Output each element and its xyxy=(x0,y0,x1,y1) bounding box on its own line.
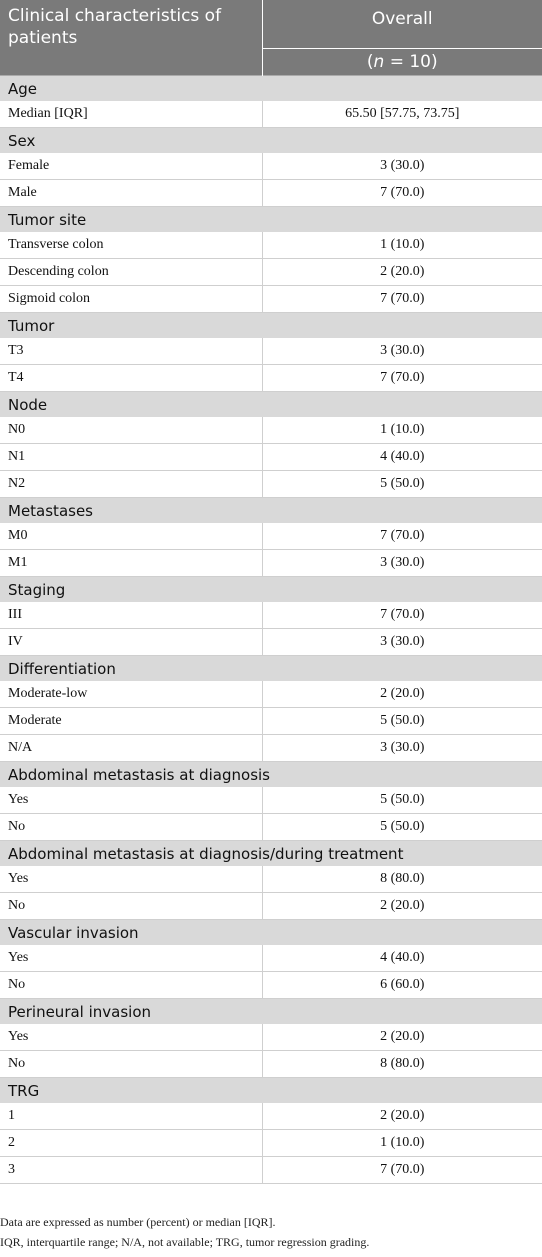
section-header-row xyxy=(0,762,542,788)
table-row xyxy=(0,629,542,656)
row-label: No xyxy=(0,893,262,920)
section-title: Node xyxy=(0,392,542,418)
header-n-value: = 10) xyxy=(384,52,438,72)
table-row xyxy=(0,708,542,735)
row-value: 7 (70.0) xyxy=(262,180,542,207)
table-row xyxy=(0,972,542,999)
row-value: 2 (20.0) xyxy=(262,893,542,920)
row-value: 2 (20.0) xyxy=(262,681,542,708)
row-label: N/A xyxy=(0,735,262,762)
row-value: 3 (30.0) xyxy=(262,735,542,762)
row-value: 5 (50.0) xyxy=(262,471,542,498)
row-value: 8 (80.0) xyxy=(262,866,542,893)
row-label: III xyxy=(0,602,262,629)
table-row xyxy=(0,471,542,498)
row-label: Yes xyxy=(0,945,262,972)
section-header-row xyxy=(0,656,542,682)
row-value: 3 (30.0) xyxy=(262,550,542,577)
table-row xyxy=(0,259,542,286)
row-label: Male xyxy=(0,180,262,207)
row-label: Moderate-low xyxy=(0,681,262,708)
section-header-row xyxy=(0,207,542,233)
row-label: No xyxy=(0,1051,262,1078)
row-value: 2 (20.0) xyxy=(262,259,542,286)
section-title: Differentiation xyxy=(0,656,542,682)
section-title: Abdominal metastasis at diagnosis/during treatment xyxy=(0,841,542,867)
row-value: 4 (40.0) xyxy=(262,945,542,972)
table-row xyxy=(0,681,542,708)
row-label: Descending colon xyxy=(0,259,262,286)
row-value: 1 (10.0) xyxy=(262,417,542,444)
row-label: Sigmoid colon xyxy=(0,286,262,313)
table-row xyxy=(0,1024,542,1051)
section-title: Staging xyxy=(0,577,542,603)
table-row xyxy=(0,1157,542,1184)
table-header xyxy=(0,0,542,76)
row-value: 7 (70.0) xyxy=(262,1157,542,1184)
row-value: 3 (30.0) xyxy=(262,338,542,365)
section-header-row xyxy=(0,76,542,102)
row-label: T4 xyxy=(0,365,262,392)
row-label: Yes xyxy=(0,1024,262,1051)
row-label: Yes xyxy=(0,866,262,893)
row-label: IV xyxy=(0,629,262,656)
section-header-row xyxy=(0,128,542,154)
header-characteristics: Clinical characteristics of patients xyxy=(0,0,262,76)
row-label: No xyxy=(0,814,262,841)
table-row xyxy=(0,417,542,444)
row-value: 5 (50.0) xyxy=(262,708,542,735)
row-label: M0 xyxy=(0,523,262,550)
row-value: 8 (80.0) xyxy=(262,1051,542,1078)
row-value: 4 (40.0) xyxy=(262,444,542,471)
row-value: 1 (10.0) xyxy=(262,1130,542,1157)
header-overall: Overall xyxy=(262,0,542,49)
row-label: M1 xyxy=(0,550,262,577)
row-value: 1 (10.0) xyxy=(262,232,542,259)
table-row xyxy=(0,550,542,577)
row-value: 7 (70.0) xyxy=(262,523,542,550)
table-row xyxy=(0,523,542,550)
table-row xyxy=(0,735,542,762)
table-row xyxy=(0,232,542,259)
row-label: 3 xyxy=(0,1157,262,1184)
section-title: Vascular invasion xyxy=(0,920,542,946)
row-value: 7 (70.0) xyxy=(262,365,542,392)
table-row xyxy=(0,893,542,920)
row-label: 2 xyxy=(0,1130,262,1157)
table-row xyxy=(0,101,542,128)
table-row xyxy=(0,945,542,972)
section-title: Sex xyxy=(0,128,542,154)
section-header-row xyxy=(0,999,542,1025)
row-label: N0 xyxy=(0,417,262,444)
table-row xyxy=(0,338,542,365)
row-value: 7 (70.0) xyxy=(262,602,542,629)
row-label: 1 xyxy=(0,1103,262,1130)
table-row xyxy=(0,1130,542,1157)
table-row xyxy=(0,787,542,814)
table-row xyxy=(0,180,542,207)
section-title: Abdominal metastasis at diagnosis xyxy=(0,762,542,788)
table-row xyxy=(0,866,542,893)
section-header-row xyxy=(0,1078,542,1104)
footnote-abbreviations: IQR, interquartile range; N/A, not available; TRG, tumor regression grading. xyxy=(0,1235,370,1249)
table-body xyxy=(0,76,542,1184)
row-value: 5 (50.0) xyxy=(262,814,542,841)
table-row xyxy=(0,444,542,471)
row-value: 6 (60.0) xyxy=(262,972,542,999)
section-header-row xyxy=(0,577,542,603)
section-header-row xyxy=(0,313,542,339)
section-header-row xyxy=(0,392,542,418)
table-row xyxy=(0,365,542,392)
row-label: Yes xyxy=(0,787,262,814)
row-value: 5 (50.0) xyxy=(262,787,542,814)
table-row xyxy=(0,153,542,180)
section-title: Metastases xyxy=(0,498,542,524)
row-value: 65.50 [57.75, 73.75] xyxy=(262,101,542,128)
section-header-row xyxy=(0,920,542,946)
section-title: Age xyxy=(0,76,542,102)
row-label: T3 xyxy=(0,338,262,365)
row-label: Transverse colon xyxy=(0,232,262,259)
row-value: 2 (20.0) xyxy=(262,1024,542,1051)
row-label: Moderate xyxy=(0,708,262,735)
row-label: Female xyxy=(0,153,262,180)
section-title: Tumor site xyxy=(0,207,542,233)
section-header-row xyxy=(0,841,542,867)
row-label: N1 xyxy=(0,444,262,471)
section-title: Tumor xyxy=(0,313,542,339)
table-row xyxy=(0,286,542,313)
row-value: 3 (30.0) xyxy=(262,153,542,180)
header-n-letter: n xyxy=(373,52,385,72)
section-title: TRG xyxy=(0,1078,542,1104)
table-row xyxy=(0,814,542,841)
section-title: Perineural invasion xyxy=(0,999,542,1025)
row-value: 2 (20.0) xyxy=(262,1103,542,1130)
row-value: 3 (30.0) xyxy=(262,629,542,656)
footnote-data-expression: Data are expressed as number (percent) or median [IQR]. xyxy=(0,1215,276,1229)
table-row xyxy=(0,602,542,629)
row-label: No xyxy=(0,972,262,999)
row-label: Median [IQR] xyxy=(0,101,262,128)
section-header-row xyxy=(0,498,542,524)
table-footnotes xyxy=(0,1212,369,1252)
row-label: N2 xyxy=(0,471,262,498)
header-n: (n = 10) xyxy=(262,49,542,76)
table-row xyxy=(0,1051,542,1078)
row-value: 7 (70.0) xyxy=(262,286,542,313)
table-row xyxy=(0,1103,542,1130)
